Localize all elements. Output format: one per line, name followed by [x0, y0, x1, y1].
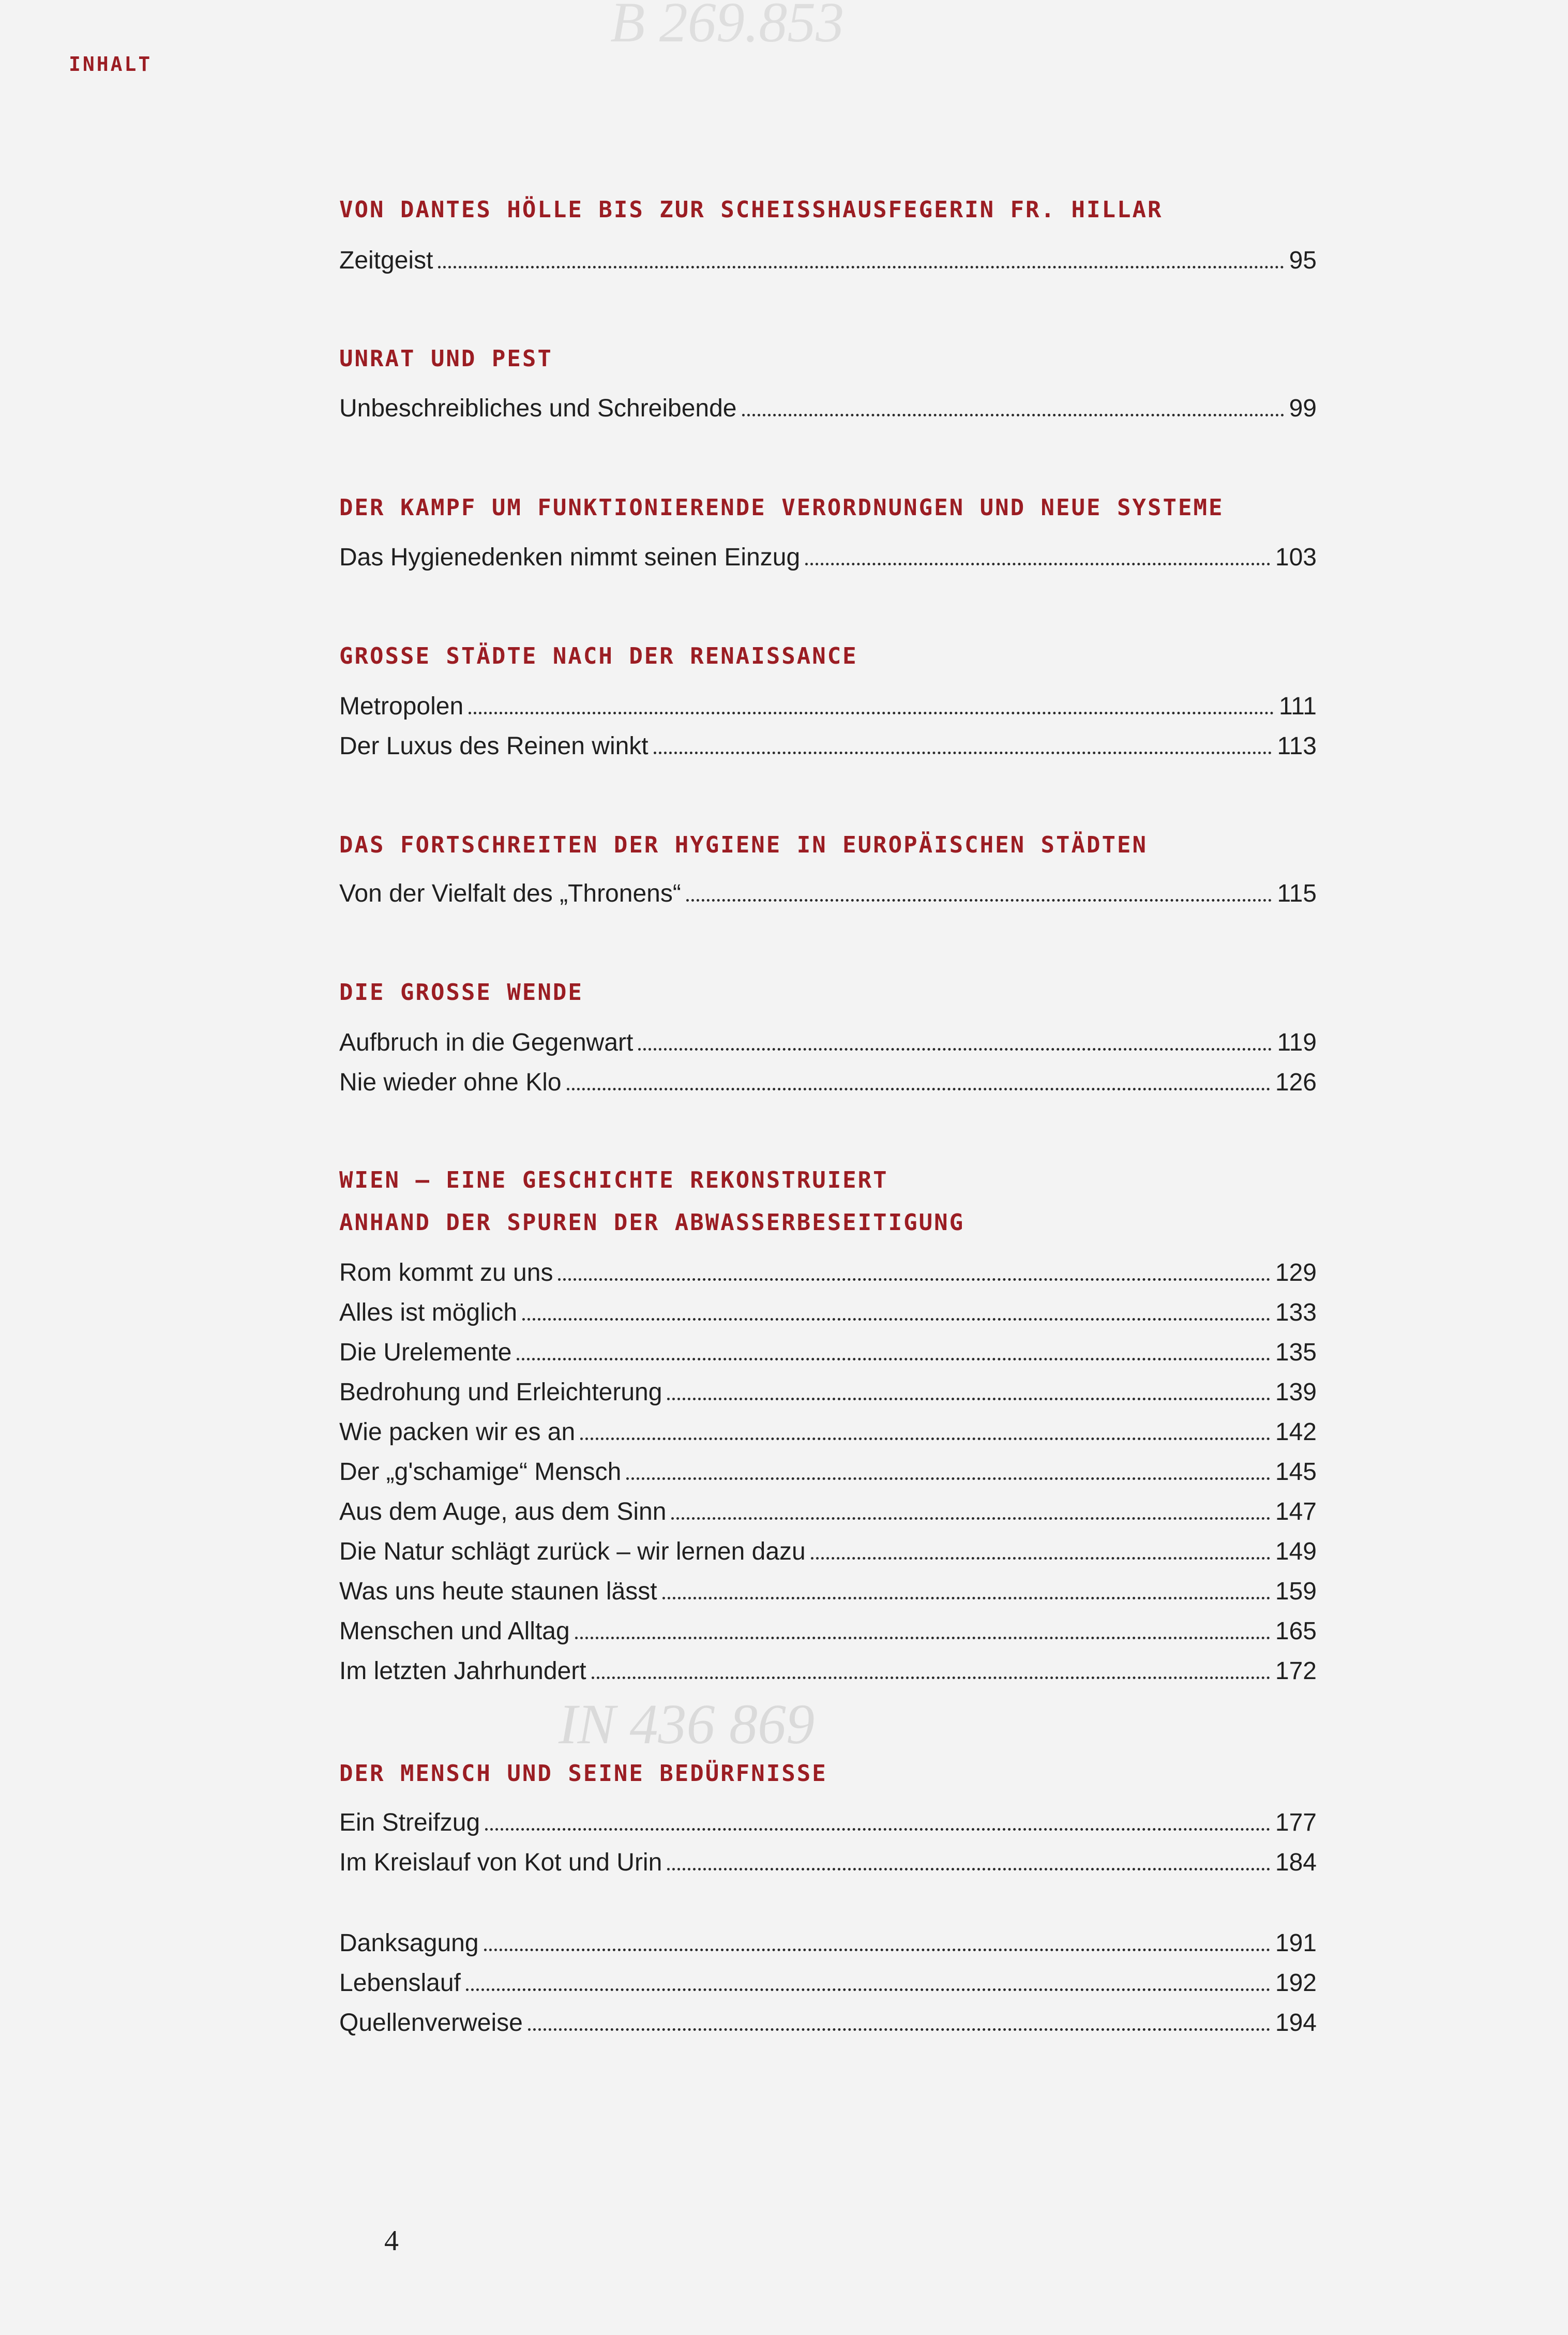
toc-entry — [339, 1337, 1317, 1368]
dot-leader — [592, 1670, 1270, 1679]
entry-page: 103 — [1275, 544, 1317, 571]
entry-page: 172 — [1275, 1657, 1317, 1685]
dot-leader — [662, 1591, 1270, 1599]
entry-page: 129 — [1275, 1259, 1317, 1286]
entry-page: 95 — [1289, 247, 1317, 274]
entry-title: Aufbruch in die Gegenwart — [339, 1029, 634, 1056]
entry-page: 192 — [1275, 1969, 1317, 1997]
entry-page: 126 — [1275, 1069, 1317, 1096]
toc-entry — [339, 393, 1317, 424]
entry-title: Im letzten Jahrhundert — [339, 1657, 586, 1685]
dot-leader — [667, 1391, 1270, 1400]
dot-leader — [638, 1042, 1272, 1051]
entry-title: Der Luxus des Reinen winkt — [339, 732, 649, 760]
entry-page: 113 — [1277, 732, 1317, 760]
dot-leader — [671, 1511, 1270, 1520]
entry-title: Quellenverweise — [339, 2009, 523, 2037]
toc-entry — [339, 878, 1317, 909]
toc-entry — [339, 1847, 1317, 1878]
section-heading: UNRAT UND PEST — [339, 346, 553, 372]
dot-leader — [528, 2022, 1270, 2031]
toc-entry — [339, 542, 1317, 573]
toc-entry — [339, 1457, 1317, 1488]
toc-entry — [339, 1297, 1317, 1328]
dot-leader — [654, 745, 1272, 754]
entry-page: 191 — [1275, 1929, 1317, 1957]
section-heading: DIE GROSSE WENDE — [339, 979, 583, 1006]
dot-leader — [575, 1630, 1270, 1639]
entry-title: Danksagung — [339, 1929, 479, 1957]
toc-entry — [339, 1377, 1317, 1408]
section-heading: DAS FORTSCHREITEN DER HYGIENE IN EUROPÄISCHEN STÄDTEN — [339, 832, 1148, 858]
toc-entry — [339, 1807, 1317, 1838]
dot-leader — [485, 1822, 1270, 1831]
dot-leader — [558, 1272, 1270, 1281]
dot-leader — [686, 893, 1272, 902]
section-heading: DER MENSCH UND SEINE BEDÜRFNISSE — [339, 1760, 827, 1787]
entry-page: 177 — [1275, 1809, 1317, 1836]
entry-title: Im Kreislauf von Kot und Urin — [339, 1849, 662, 1876]
dot-leader — [805, 557, 1270, 565]
entry-title: Zeitgeist — [339, 247, 433, 274]
entry-page: 115 — [1277, 880, 1317, 907]
section-heading: GROSSE STÄDTE NACH DER RENAISSANCE — [339, 643, 858, 669]
dot-leader — [811, 1551, 1270, 1560]
dot-leader — [667, 1862, 1270, 1870]
entry-page: 159 — [1275, 1578, 1317, 1605]
entry-title: Nie wieder ohne Klo — [339, 1069, 562, 1096]
toc-entry — [339, 1496, 1317, 1528]
toc-entry — [339, 2008, 1317, 2039]
entry-page: 184 — [1275, 1849, 1317, 1876]
dot-leader — [484, 1942, 1270, 1951]
dot-leader — [466, 1982, 1270, 1991]
dot-leader — [626, 1471, 1270, 1480]
toc-entry — [339, 245, 1317, 276]
entry-page: 119 — [1277, 1029, 1317, 1056]
toc-entry — [339, 1576, 1317, 1607]
entry-title: Ein Streifzug — [339, 1809, 480, 1836]
entry-page: 147 — [1275, 1498, 1317, 1525]
section-heading-continuation: ANHAND DER SPUREN DER ABWASSERBESEITIGUNG — [339, 1209, 965, 1236]
toc-entry — [339, 1656, 1317, 1687]
entry-title: Rom kommt zu uns — [339, 1259, 553, 1286]
entry-title: Der „g'schamige“ Mensch — [339, 1458, 622, 1486]
entry-page: 145 — [1275, 1458, 1317, 1486]
toc-entry — [339, 1258, 1317, 1289]
entry-page: 133 — [1275, 1299, 1317, 1326]
toc-entry — [339, 731, 1317, 762]
entry-page: 135 — [1275, 1339, 1317, 1366]
entry-page: 111 — [1279, 693, 1317, 720]
dot-leader — [742, 408, 1284, 416]
entry-title: Aus dem Auge, aus dem Sinn — [339, 1498, 667, 1525]
dot-leader — [567, 1082, 1270, 1090]
dot-leader — [438, 260, 1284, 268]
entry-title: Wie packen wir es an — [339, 1418, 576, 1446]
dot-leader — [522, 1312, 1270, 1321]
dot-leader — [517, 1352, 1270, 1360]
page-number: 4 — [384, 2225, 399, 2257]
section-heading: DER KAMPF UM FUNKTIONIERENDE VERORDNUNGEN UND NEUE SYSTEME — [339, 495, 1224, 521]
dot-leader — [469, 706, 1274, 714]
toc-entry — [339, 1417, 1317, 1448]
entry-title: Lebenslauf — [339, 1969, 461, 1997]
entry-title: Metropolen — [339, 693, 464, 720]
toc-entry — [339, 1027, 1317, 1058]
pencil-annotation-top: B 269.853 — [610, 0, 845, 54]
entry-title: Das Hygienedenken nimmt seinen Einzug — [339, 544, 801, 571]
section-heading: VON DANTES HÖLLE BIS ZUR SCHEISSHAUSFEGERIN FR. HILLAR — [339, 197, 1163, 223]
entry-title: Was uns heute staunen lässt — [339, 1578, 657, 1605]
entry-title: Die Natur schlägt zurück – wir lernen dazu — [339, 1538, 806, 1565]
entry-title: Alles ist möglich — [339, 1299, 518, 1326]
entry-page: 142 — [1275, 1418, 1317, 1446]
entry-title: Von der Vielfalt des „Thronens“ — [339, 880, 681, 907]
entry-page: 165 — [1275, 1618, 1317, 1645]
entry-page: 149 — [1275, 1538, 1317, 1565]
entry-title: Die Urelemente — [339, 1339, 512, 1366]
entry-title: Bedrohung und Erleichterung — [339, 1379, 662, 1406]
page-header-label: INHALT — [69, 53, 153, 76]
toc-entry — [339, 1968, 1317, 1999]
section-heading: WIEN – EINE GESCHICHTE REKONSTRUIERT — [339, 1167, 888, 1193]
pencil-annotation-middle: IN 436 869 — [559, 1693, 815, 1756]
toc-entry — [339, 1536, 1317, 1567]
toc-entry — [339, 1067, 1317, 1098]
entry-page: 99 — [1289, 395, 1317, 422]
entry-title: Menschen und Alltag — [339, 1618, 570, 1645]
entry-page: 194 — [1275, 2009, 1317, 2037]
toc-entry — [339, 691, 1317, 722]
toc-entry — [339, 1928, 1317, 1959]
toc-entry — [339, 1616, 1317, 1647]
entry-title: Unbeschreibliches und Schreibende — [339, 395, 737, 422]
dot-leader — [580, 1431, 1270, 1440]
entry-page: 139 — [1275, 1379, 1317, 1406]
